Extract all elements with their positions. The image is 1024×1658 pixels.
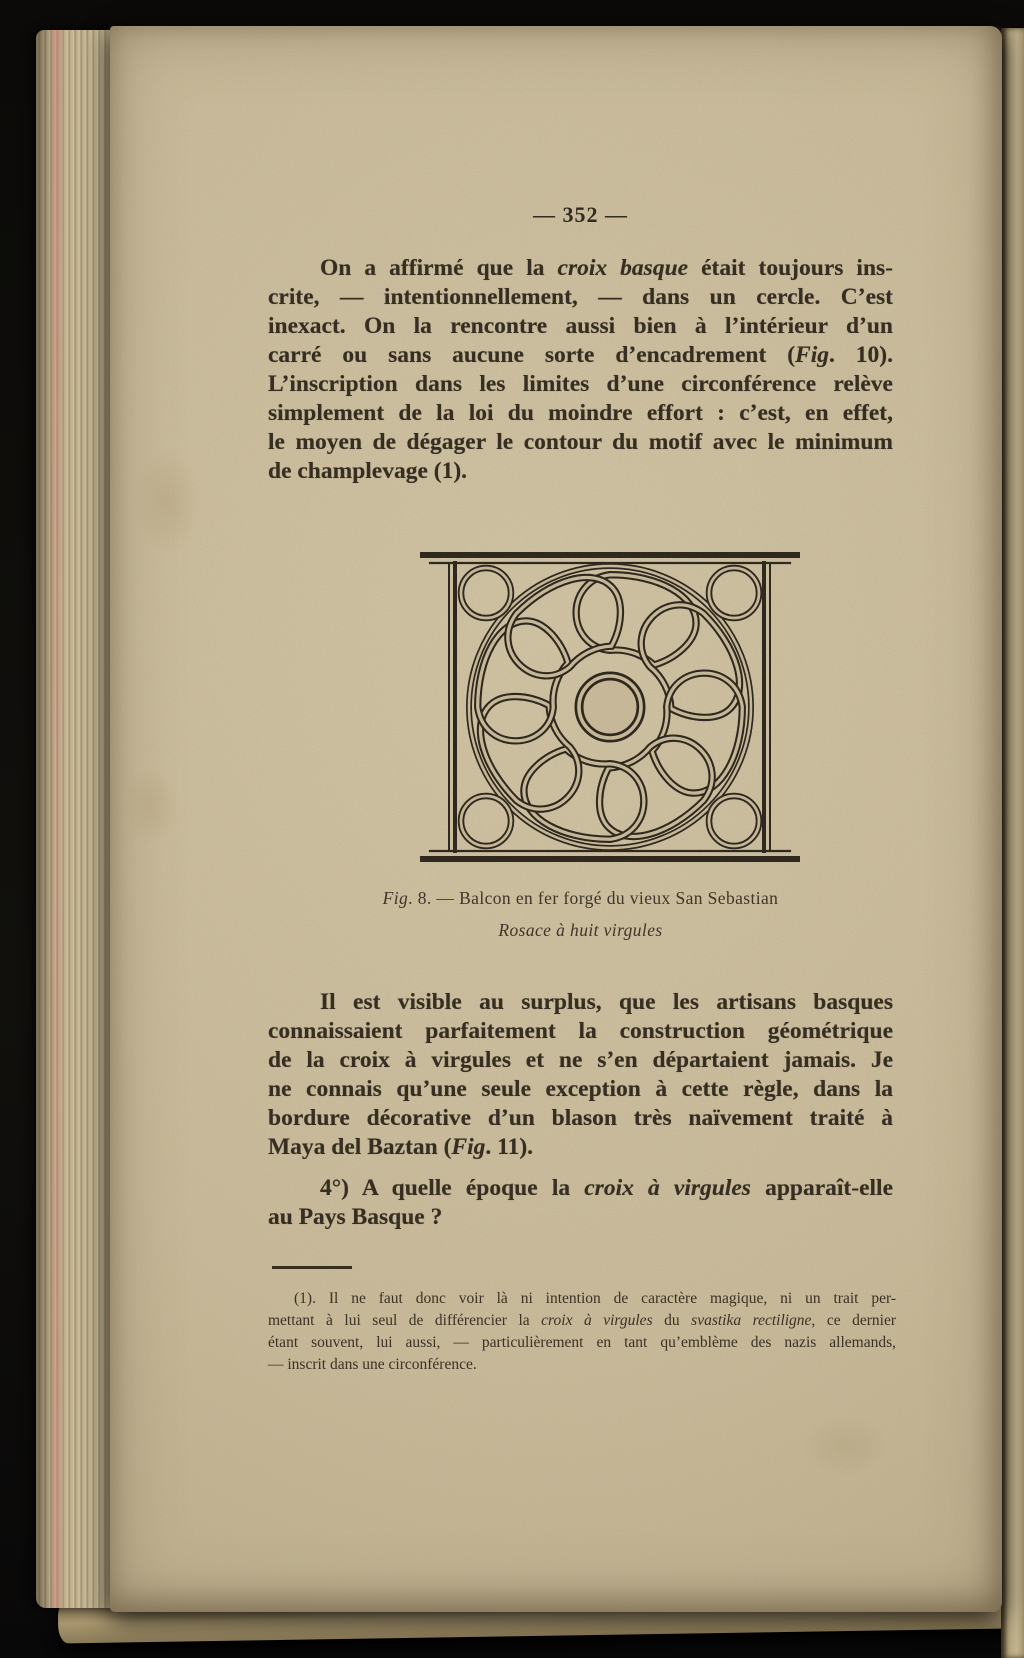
- text-segment: — inscrit dans une circonférence.: [268, 1356, 477, 1373]
- text-segment: ce dernier: [815, 1312, 897, 1329]
- text-segment: Fig: [795, 342, 830, 368]
- text-segment: au Pays Basque ?: [268, 1204, 443, 1230]
- text-line: [268, 341, 893, 370]
- text-segment: . 11).: [485, 1134, 534, 1160]
- text-line: [268, 370, 893, 399]
- text-line: [268, 457, 893, 486]
- paragraph-croix-basque: [268, 254, 893, 486]
- text-segment: croix à virgules: [541, 1312, 653, 1329]
- wrought-iron-balcony-rosette: [420, 548, 800, 868]
- text-segment: le moyen de dégager le contour du motif avec le minimum: [268, 429, 893, 455]
- text-segment: Fig: [382, 888, 409, 908]
- text-line: [268, 1174, 893, 1203]
- paper-stain: [800, 1416, 890, 1476]
- text-segment: Rosace à huit virgules: [498, 920, 663, 940]
- text-line: [268, 1332, 896, 1354]
- text-line: [268, 1075, 893, 1104]
- text-segment: étant souvent, lui aussi, — particulièrement en tant qu’emblème des nazis allemands,: [268, 1334, 896, 1351]
- text-line: [268, 283, 893, 312]
- text-line: [268, 428, 893, 457]
- text-line: [268, 312, 893, 341]
- text-segment: . 8. — Balcon en fer forgé du vieux San Sebastian: [408, 888, 779, 908]
- text-segment: Il est visible au surplus, que les artisans basques: [320, 989, 893, 1015]
- text-segment: Fig: [451, 1134, 486, 1160]
- text-line: [268, 1354, 896, 1376]
- text-segment: du: [652, 1312, 692, 1329]
- text-segment: bordure décorative d’un blason très naïvement traité à: [268, 1105, 893, 1131]
- book-page: [110, 26, 1002, 1612]
- text-segment: L’inscription dans les limites d’une circonférence relève: [268, 371, 893, 397]
- text-segment: inexact. On la rencontre aussi bien à l’intérieur d’un: [268, 313, 893, 339]
- footnote-separator-rule: [272, 1266, 352, 1269]
- text-segment: (1). Il ne faut donc voir là ni intention de caractère magique, ni un trait per-: [294, 1290, 896, 1307]
- figure-balcony-engraving: [420, 548, 800, 868]
- text-segment: . 10).: [829, 342, 893, 368]
- text-segment: carré ou sans aucune sorte d’encadrement (: [268, 342, 796, 368]
- text-segment: svastika rectiligne,: [691, 1312, 816, 1329]
- figure-caption-line2: [243, 920, 918, 941]
- text-segment: mettant à lui seul de différencier la: [268, 1312, 542, 1329]
- text-segment: 4°) A quelle époque la: [320, 1175, 585, 1201]
- text-line: [268, 1310, 896, 1332]
- paper-stain: [124, 766, 178, 846]
- text-segment: croix à virgules: [584, 1175, 751, 1201]
- binding-gutter: [1001, 28, 1024, 1658]
- text-line: [268, 1017, 893, 1046]
- text-line: [268, 988, 893, 1017]
- text-segment: de la croix à virgules et ne s’en départaient jamais. Je: [268, 1047, 893, 1073]
- text-line: [268, 1133, 893, 1162]
- text-segment: On a affirmé que la: [320, 255, 558, 281]
- text-segment: de champlevage (1).: [268, 458, 468, 484]
- text-segment: croix basque: [557, 255, 689, 281]
- paragraph-question-4: [268, 1174, 893, 1232]
- text-segment: apparaît-elle: [750, 1175, 894, 1201]
- text-segment: ne connais qu’une seule exception à cette règle, dans la: [268, 1076, 893, 1102]
- text-line: [268, 254, 893, 283]
- text-line: [268, 1288, 896, 1310]
- text-line: [268, 1203, 893, 1232]
- page-number: — 352 —: [533, 202, 628, 227]
- paragraph-artisans-basques: [268, 988, 893, 1162]
- text-segment: était toujours ins-: [688, 255, 893, 281]
- footnote-1: [268, 1288, 896, 1376]
- figure-caption-line1: [243, 888, 918, 909]
- text-line: [268, 1046, 893, 1075]
- text-line: [268, 399, 893, 428]
- text-segment: simplement de la loi du moindre effort : c’est, en effet,: [268, 400, 893, 426]
- text-line: [268, 1104, 893, 1133]
- text-segment: crite, — intentionnellement, — dans un cercle. C’est: [268, 284, 893, 310]
- pink-page-edge: [52, 30, 62, 1608]
- text-segment: Maya del Baztan (: [268, 1134, 452, 1160]
- paper-stain: [132, 446, 202, 556]
- text-segment: connaissaient parfaitement la construction géométrique: [268, 1018, 893, 1044]
